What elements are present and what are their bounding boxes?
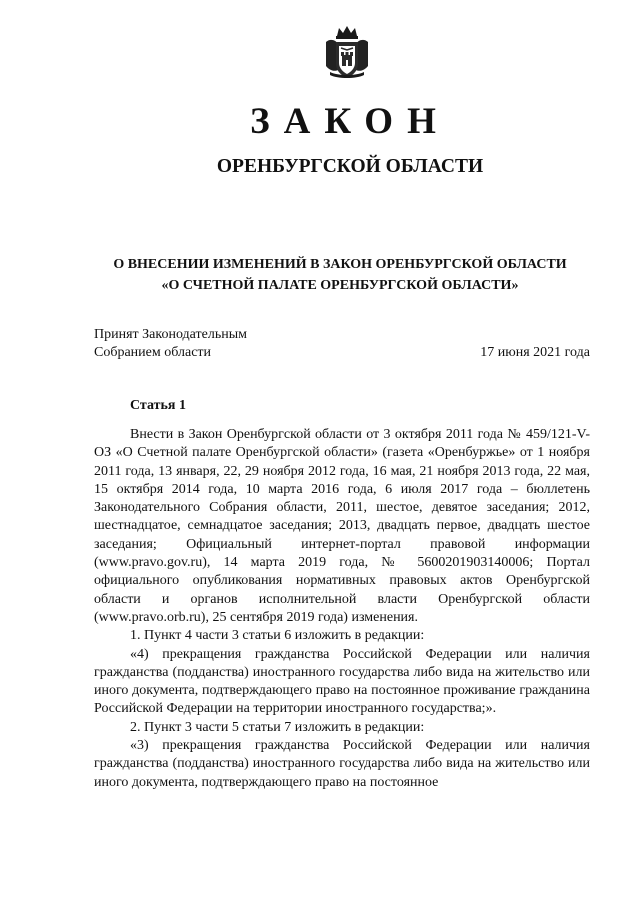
article-body [94, 426, 590, 792]
law-subject-line: О ВНЕСЕНИИ ИЗМЕНЕНИЙ В ЗАКОН ОРЕНБУРГСКОЙ ОБЛАСТИ [113, 257, 567, 272]
article-paragraph: Внести в Закон Оренбургской области от 3 октября 2011 года № 459/121-V-ОЗ «О Счетной палате Оренбургской области» (газета «Оренбуржье» от 1 ноября 2011 года, 13 января, 22, 29 ноября 2012 года, 16 мая, 21 ноября 2013 года, 22 мая, 15 октября 2014 года, 10 марта 2016 года, 6 июля 2017 года – бюллетень Законодательного Собрания области, 2011, шестое, девятое заседания; 2012, шестнадцатое, семнадцатое заседания; 2013, двадцать первое, двадцать шестое заседания; Официальный интернет-портал правовой информации (www.pravo.gov.ru), 14 марта 2019 года, № 5600201903140006; Портал официального опубликования нормативных правовых актов Оренбургской области и органов исполнительной власти Оренбургской области (www.pravo.orb.ru), 25 сентября 2019 года) изменения. [94, 427, 590, 625]
article-heading: Статья 1 [130, 398, 186, 413]
adoption-note [94, 326, 394, 362]
law-title: ЗАКОН [250, 101, 450, 142]
oblast-coat-of-arms-icon [322, 24, 372, 80]
article-paragraph: «3) прекращения гражданства Российской Федерации или наличия гражданства (подданства) иностранного государства либо вида на жительство или иного документа, подтверждающего право на постоянное [94, 738, 590, 790]
adoption-note-line: Собранием области [94, 345, 212, 360]
adoption-note-line: Принят Законодательным [94, 327, 247, 342]
adoption-date: 17 июня 2021 года [480, 345, 590, 360]
region-title: ОРЕНБУРГСКОЙ ОБЛАСТИ [216, 156, 484, 177]
law-subject [80, 254, 600, 296]
article-paragraph: «4) прекращения гражданства Российской Федерации или наличия гражданства (подданства) иностранного государства либо вида на жительство или иного документа, подтверждающего право на постоянное проживание гражданина Российской Федерации на территории иностранного государства;». [94, 646, 590, 717]
article-paragraph: 1. Пункт 4 части 3 статьи 6 изложить в редакции: [130, 628, 425, 644]
article-paragraph: 2. Пункт 3 части 5 статьи 7 изложить в редакции: [130, 719, 425, 735]
law-subject-line: «О СЧЕТНОЙ ПАЛАТЕ ОРЕНБУРГСКОЙ ОБЛАСТИ» [161, 278, 519, 293]
